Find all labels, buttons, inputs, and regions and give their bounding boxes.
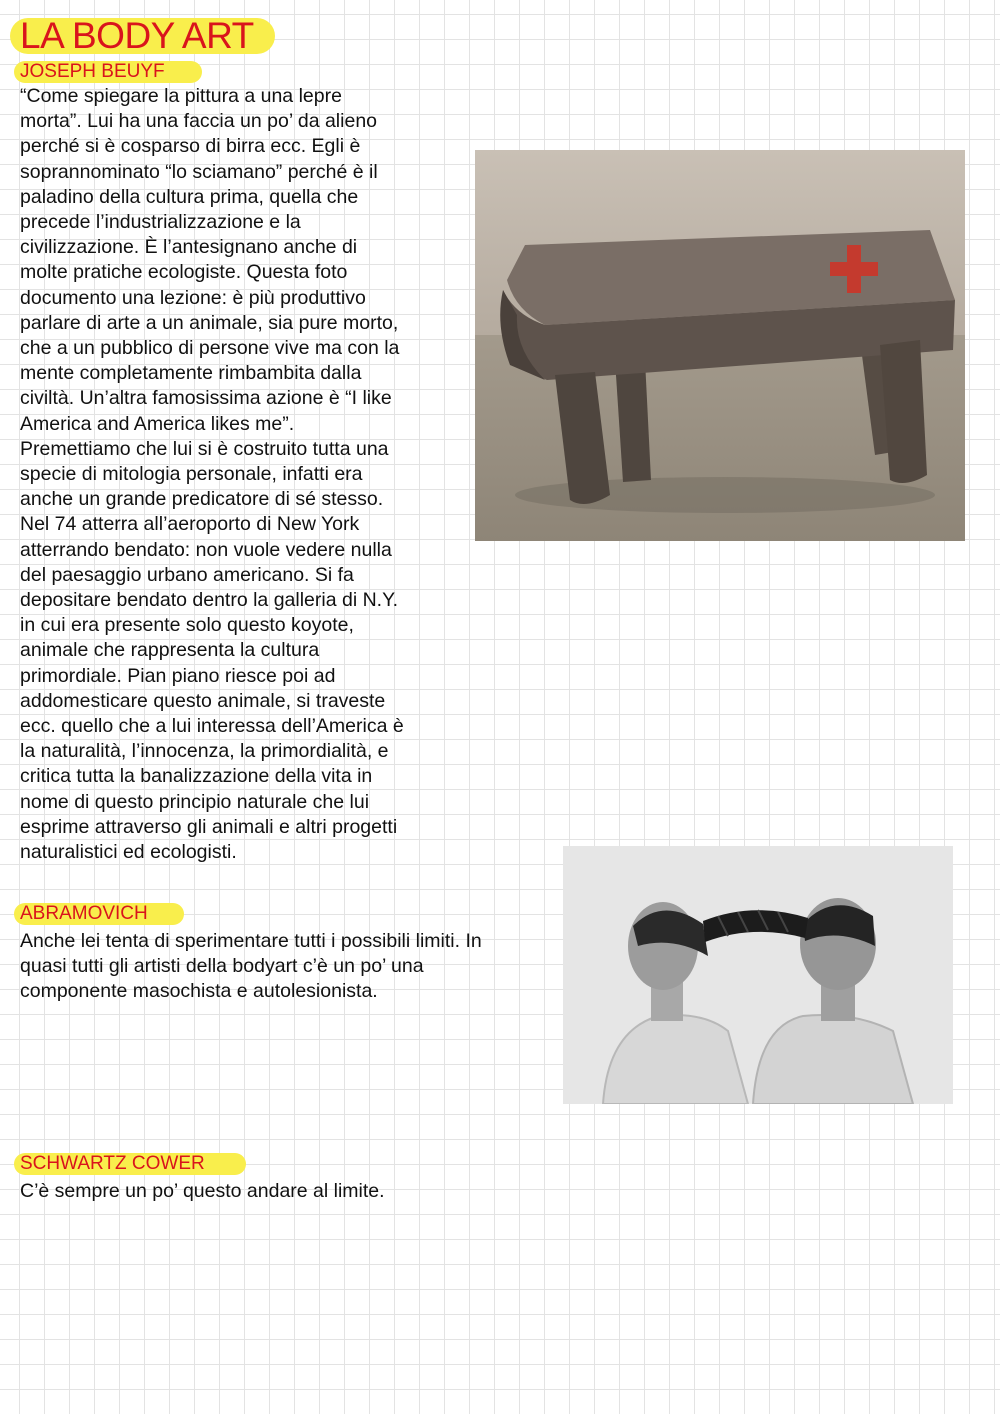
hair-tied-couple-photo xyxy=(563,846,953,1104)
section-heading-beuys: JOSEPH BEUYF xyxy=(20,61,165,82)
felt-piano-red-cross-icon xyxy=(475,150,965,541)
page-title: LA BODY ART xyxy=(20,15,254,56)
section-body-beuys: “Come spiegare la pittura a una lepre morta”. Lui ha una faccia un po’ da alieno perché si è cosparso di birra ecc. Egli è soprannominato “lo sciamano” perché è il paladino della cultura prima, quella che precede l’industrializzazione e la civilizzazione. È l’antesignano anche di molte pratiche ecologiste. Questa foto documento una lezione: è più produttivo parlare di arte a un animale, sia pure morto, che a un pubblico di persone vive ma con la mente completamente rimbambita dalla civiltà. Un’altra famosissima azione è “I like America and America likes me”. Premettiamo che lui si è costruito tutta una specie di mitologia personale, infatti era anche un grande predicatore di sé stesso. Nel 74 atterra all’aeroporto di New York atterrando bendato: non vuole vedere nulla del paesaggio urbano americano. Si fa depositare bendato dentro la galleria di N.Y. in cui era presente solo questo koyote, animale che rappresenta la cultura primordiale. Pian piano riesce poi ad addomesticare questo animale, si traveste ecc. quello che a lui interessa dell’America è la naturalità, l’innocenza, la primordialità, e critica tutta la banalizzazione della vita in nome di questo principio naturale che lui esprime attraverso gli animali e altri progetti naturalistici ed ecologisti. xyxy=(20,85,404,864)
section-heading-schwartz-cower: SCHWARTZ COWER xyxy=(20,1153,205,1174)
section-body-schwartz-cower: C’è sempre un po’ questo andare al limite. xyxy=(20,1180,385,1202)
section-body-abramovich: Anche lei tenta di sperimentare tutti i possibili limiti. In quasi tutti gli artisti della bodyart c’è un po’ una componente masochista e autolesionista. xyxy=(20,930,482,1003)
felt-piano-photo xyxy=(475,150,965,541)
hair-tied-couple-icon xyxy=(563,846,953,1104)
section-heading-abramovich: ABRAMOVICH xyxy=(20,903,148,924)
